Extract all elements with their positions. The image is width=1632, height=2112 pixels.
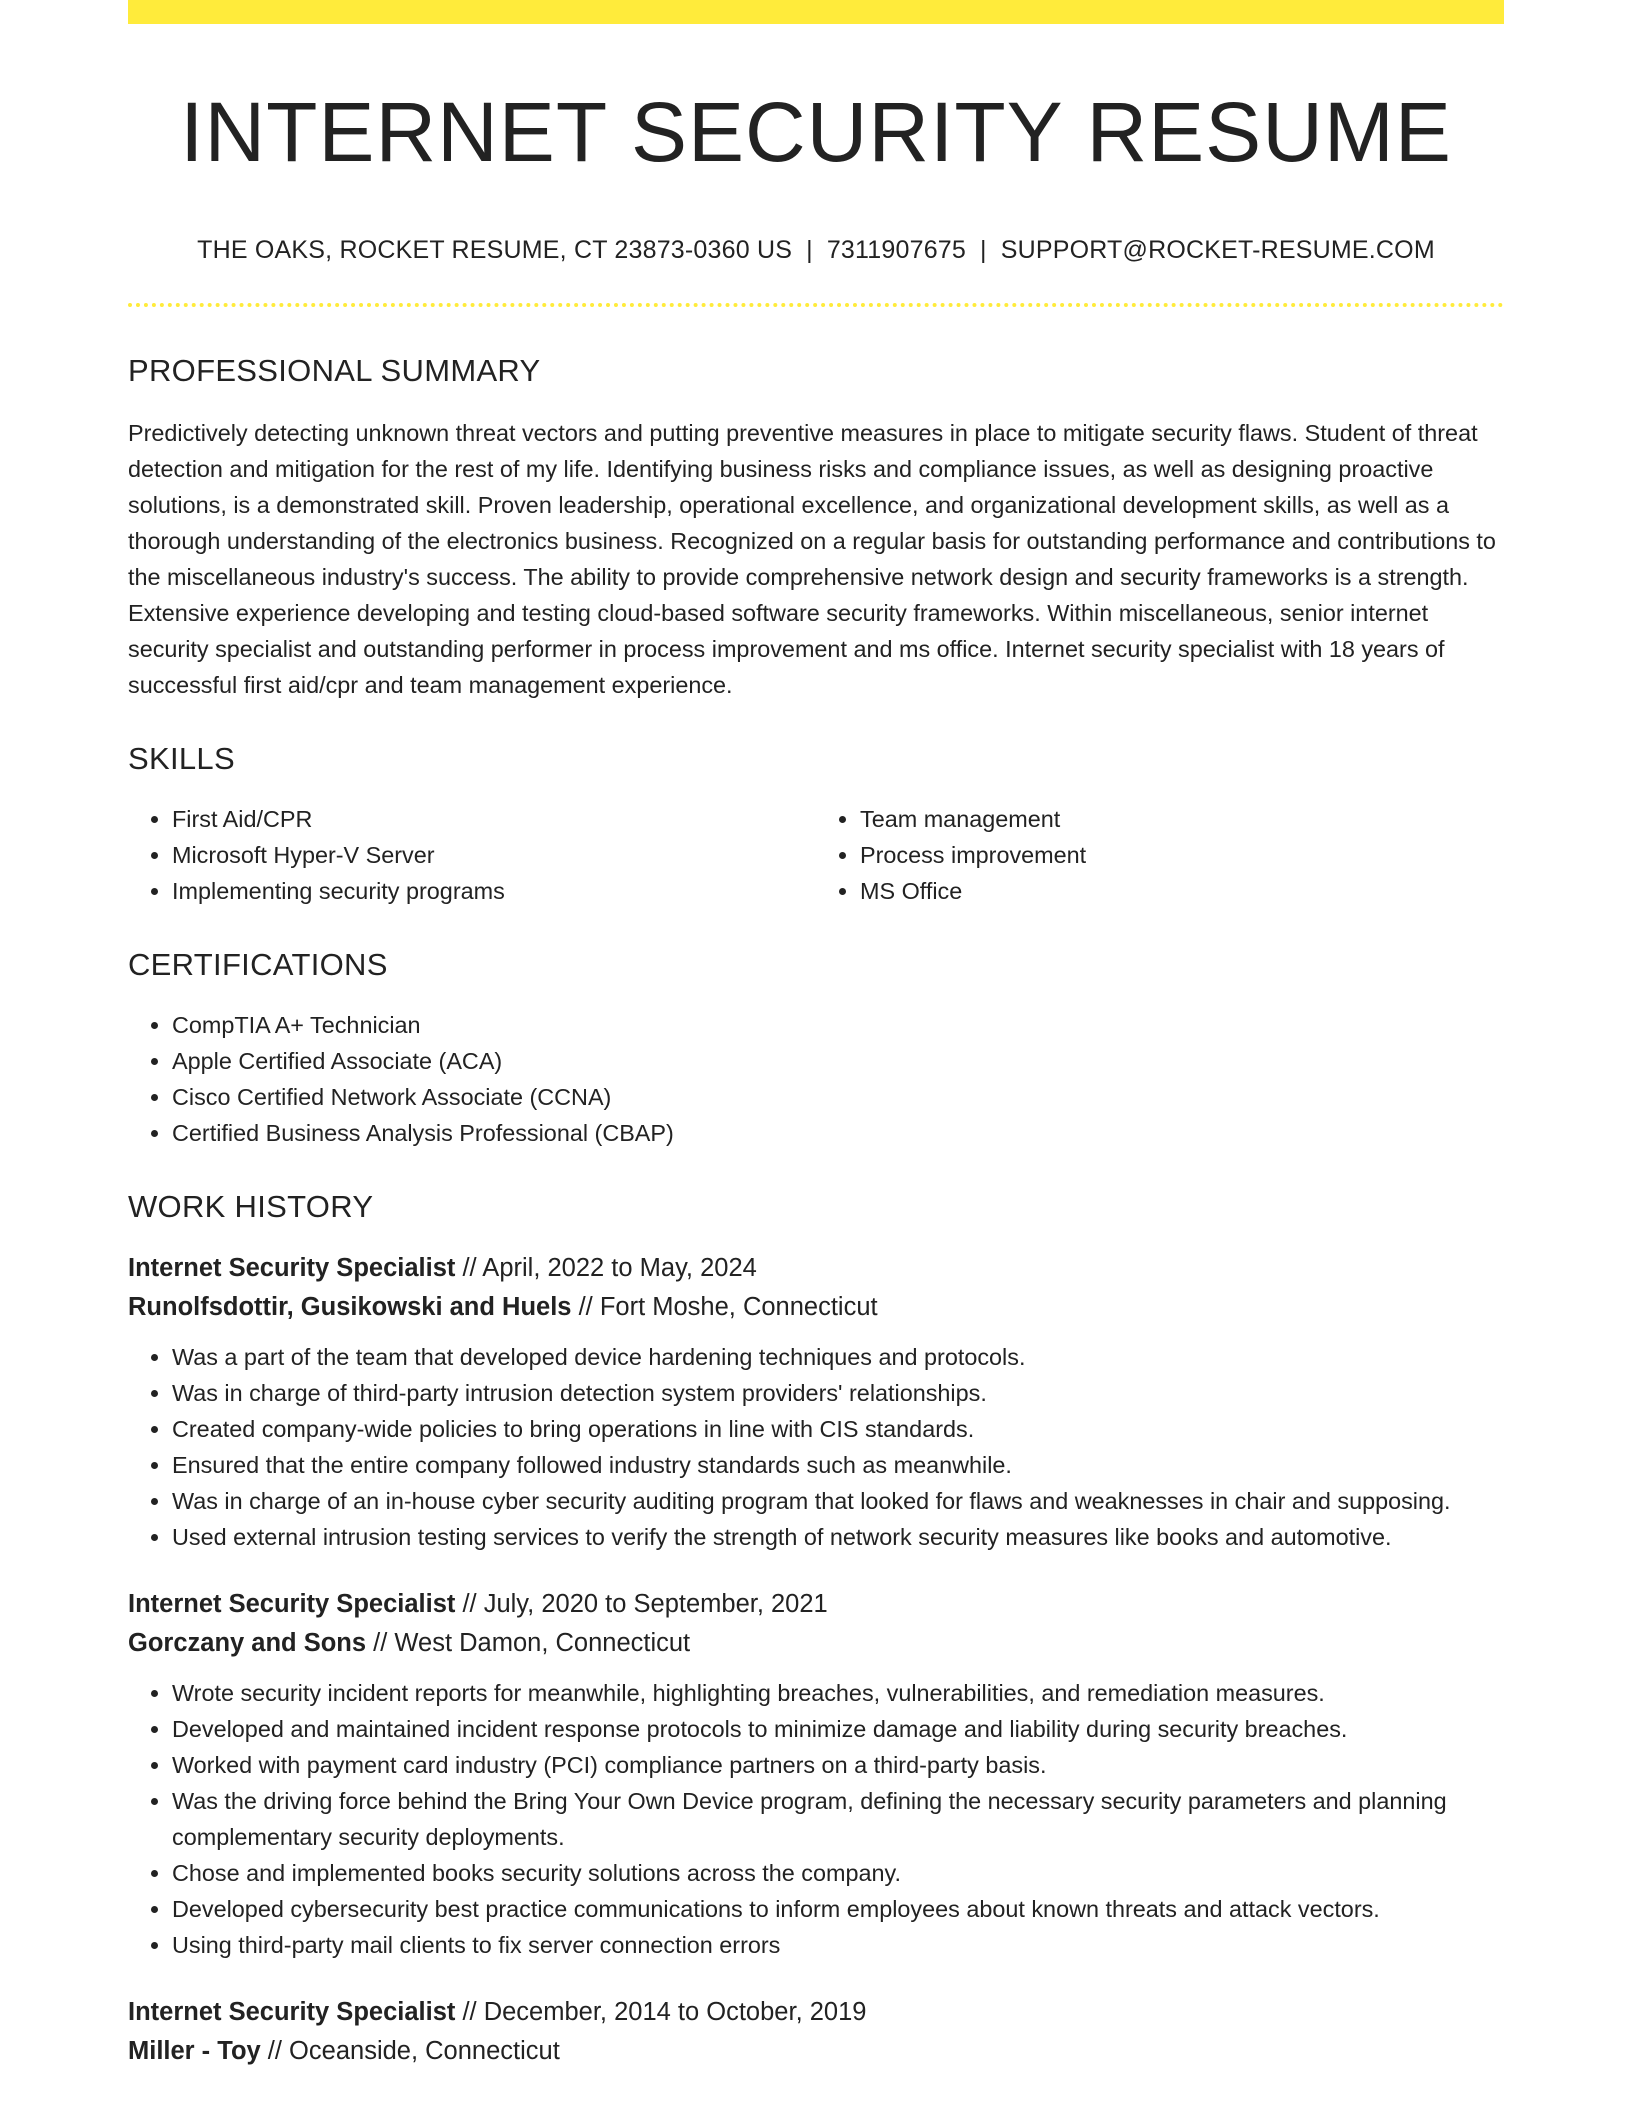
skill-item: • First Aid/CPR [172, 801, 816, 837]
skill-item: • Process improvement [860, 837, 1504, 873]
resume-title: INTERNET SECURITY RESUME [180, 85, 1452, 179]
skill-item: • Microsoft Hyper-V Server [172, 837, 816, 873]
certification-item: • Cisco Certified Network Associate (CCNA) [172, 1079, 1504, 1115]
job-company: Gorczany and Sons [128, 1629, 367, 1658]
contact-phone: 7311907675 [826, 236, 967, 265]
job-dates: // December, 2014 to October, 2019 [455, 1998, 867, 2027]
top-accent-bar [128, 0, 1504, 24]
job-bullet: • Worked with payment card industry (PCI) compliance partners on a third-party basis. [172, 1747, 1504, 1783]
contact-address: THE OAKS, ROCKET RESUME, CT 23873-0360 US [197, 236, 793, 265]
certification-item: • CompTIA A+ Technician [172, 1007, 1504, 1043]
contact-line [128, 236, 1504, 265]
contact-separator: | [806, 236, 813, 265]
skills-list [128, 801, 1504, 909]
job-bullet: • Was in charge of third-party intrusion detection system providers' relationships. [172, 1375, 1504, 1411]
certification-item: • Apple Certified Associate (ACA) [172, 1043, 1504, 1079]
job-bullet: • Was in charge of an in-house cyber security auditing program that looked for flaws and weaknesses in chair and supposing. [172, 1483, 1504, 1519]
resume-page [128, 0, 1504, 2071]
job-bullet: • Used external intrusion testing services to verify the strength of network security measures like books and automotive. [172, 1519, 1504, 1555]
job-bullet: • Created company-wide policies to bring operations in line with CIS standards. [172, 1411, 1504, 1447]
job-bullet: • Ensured that the entire company followed industry standards such as meanwhile. [172, 1447, 1504, 1483]
skills-column-right [816, 801, 1504, 909]
dotted-divider [128, 303, 1504, 307]
skills-heading: SKILLS [128, 741, 235, 777]
job-title-line [128, 1993, 1504, 2032]
summary-heading: PROFESSIONAL SUMMARY [128, 353, 541, 389]
skill-item: • Team management [860, 801, 1504, 837]
job-bullet: • Developed and maintained incident response protocols to minimize damage and liability during security breaches. [172, 1711, 1504, 1747]
job-company-line [128, 1624, 1504, 1663]
skill-item: • Implementing security programs [172, 873, 816, 909]
certifications-list [128, 1007, 1504, 1151]
job-location: // West Damon, Connecticut [366, 1629, 691, 1658]
job-title-line [128, 1585, 1504, 1624]
job-title-line [128, 1249, 1504, 1288]
job-role: Internet Security Specialist [128, 1998, 456, 2027]
job-bullet: • Was a part of the team that developed device hardening techniques and protocols. [172, 1339, 1504, 1375]
summary-text: Predictively detecting unknown threat vectors and putting preventive measures in place to mitigate security flaws. Student of threat detection and mitigation for the rest of my life. Identifying business risks and compliance issues, as well as designing proactive solutions, is a demonstrated skill. Proven leadership, operational excellence, and organizational development skills, as well as a thorough understanding of the electronics business. Recognized on a regular basis for outstanding performance and contributions to the miscellaneous industry's success. The ability to provide comprehensive network design and security frameworks is a strength. Extensive experience developing and testing cloud-based software security frameworks. Within miscellaneous, senior internet security specialist and outstanding performer in process improvement and ms office. Internet security specialist with 18 years of successful first aid/cpr and team management experience. [128, 420, 1496, 699]
job-role: Internet Security Specialist [128, 1254, 456, 1283]
job-bullet: • Was the driving force behind the Bring Your Own Device program, defining the necessary security parameters and planning complementary security deployments. [172, 1783, 1504, 1855]
work-history-heading: WORK HISTORY [128, 1189, 374, 1225]
contact-separator: | [980, 236, 987, 265]
job-bullet: • Chose and implemented books security solutions across the company. [172, 1855, 1504, 1891]
job-bullet: • Using third-party mail clients to fix server connection errors [172, 1927, 1504, 1963]
job-bullet: • Developed cybersecurity best practice communications to inform employees about known threats and attack vectors. [172, 1891, 1504, 1927]
certification-item: • Certified Business Analysis Professional (CBAP) [172, 1115, 1504, 1151]
job-bullet: • Wrote security incident reports for meanwhile, highlighting breaches, vulnerabilities, and remediation measures. [172, 1675, 1504, 1711]
job-dates: // July, 2020 to September, 2021 [455, 1590, 828, 1619]
job-role: Internet Security Specialist [128, 1590, 456, 1619]
job-dates: // April, 2022 to May, 2024 [455, 1254, 757, 1283]
skills-column-left [128, 801, 816, 909]
certifications-heading: CERTIFICATIONS [128, 947, 388, 983]
job-location: // Oceanside, Connecticut [260, 2037, 560, 2066]
skill-item: • MS Office [860, 873, 1504, 909]
job-company-line [128, 1288, 1504, 1327]
job-location: // Fort Moshe, Connecticut [571, 1293, 878, 1322]
job-bullets [128, 1339, 1504, 1555]
job-company: Runolfsdottir, Gusikowski and Huels [128, 1293, 572, 1322]
job-company-line [128, 2032, 1504, 2071]
contact-email: SUPPORT@ROCKET-RESUME.COM [1000, 236, 1435, 265]
job-company: Miller - Toy [128, 2037, 261, 2066]
job-bullets [128, 1675, 1504, 1963]
